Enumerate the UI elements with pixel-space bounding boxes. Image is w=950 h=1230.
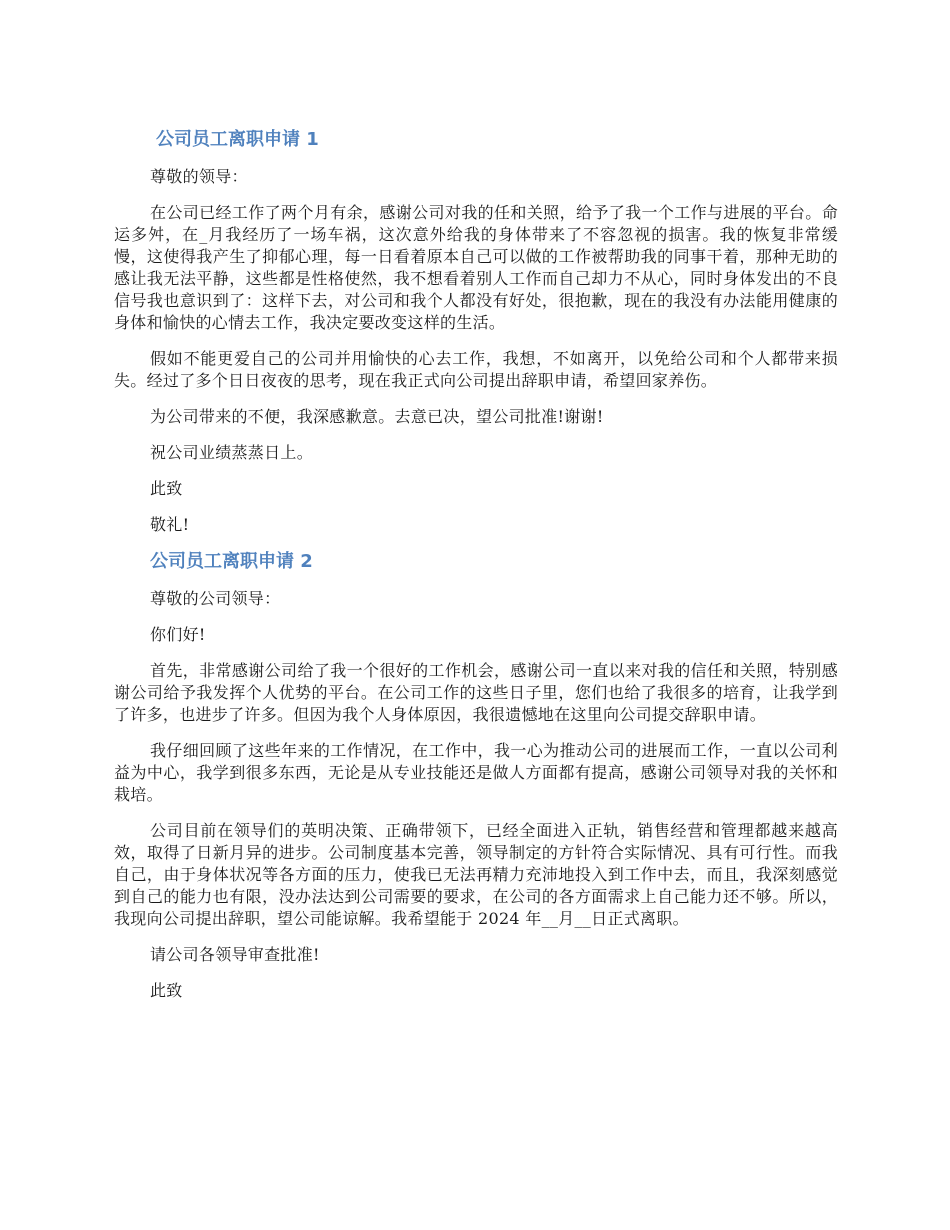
letter1-title: 公司员工离职申请 1 (156, 129, 319, 150)
letter1-closing: 此致 (150, 479, 183, 498)
document-page (114, 126, 838, 1016)
letter2-closing: 此致 (150, 981, 183, 1000)
letter2-title: 公司员工离职申请 2 (150, 551, 313, 572)
letter1-paragraph: 祝公司业绩蒸蒸日上。 (150, 443, 314, 462)
letter2-paragraph: 公司目前在领导们的英明决策、正确带领下，已经全面进入正轨，销售经营和管理都越来越高效，取得了日新月异的进步。公司制度基本完善，领导制定的方针符合实际情况、具有可行性。而我自己，由于身体状况等各方面的压力，使我已无法再精力充沛地投入到工作中去，而且，我深刻感觉到自己的能力也有限，没办法达到公司需要的要求，在公司的各方面需求上自己能力还不够。所以，我现向公司提出辞职，望公司能谅解。我希望能于 2024 年__月__日正式离职。 (114, 821, 838, 928)
letter1-paragraph: 假如不能更爱自己的公司并用愉快的心去工作，我想，不如离开，以免给公司和个人都带来损失。经过了多个日日夜夜的思考，现在我正式向公司提出辞职申请，希望回家养伤。 (114, 349, 838, 390)
letter2-salutation: 尊敬的公司领导： (150, 589, 281, 608)
letter1-paragraph: 在公司已经工作了两个月有余，感谢公司对我的任和关照，给予了我一个工作与进展的平台。命运多舛，在_月我经历了一场车祸，这次意外给我的身体带来了不容忽视的损害。我的恢复非常缓慢，这使得我产生了抑郁心理，每一日看着原本自己可以做的工作被帮助我的同事干着，那种无助的感让我无法平静，这些都是性格使然，我不想看着别人工作而自己却力不从心，同时身体发出的不良信号我也意识到了：这样下去，对公司和我个人都没有好处，很抱歉，现在的我没有办法能用健康的身体和愉快的心情去工作，我决定要改变这样的生活。 (114, 203, 838, 332)
letter1-signoff: 敬礼! (150, 515, 190, 534)
letter2-greeting: 你们好! (150, 625, 206, 644)
letter1-salutation: 尊敬的领导： (150, 167, 248, 186)
letter2-paragraph: 请公司各领导审查批准! (150, 945, 320, 964)
letter2-paragraph: 我仔细回顾了这些年来的工作情况，在工作中，我一心为推动公司的进展而工作，一直以公司利益为中心，我学到很多东西，无论是从专业技能还是做人方面都有提高，感谢公司领导对我的关怀和栽培。 (114, 741, 838, 804)
letter2-paragraph: 首先，非常感谢公司给了我一个很好的工作机会，感谢公司一直以来对我的信任和关照，特别感谢公司给予我发挥个人优势的平台。在公司工作的这些日子里，您们也给了我很多的培育，让我学到了许多，也进步了许多。但因为我个人身体原因，我很遗憾地在这里向公司提交辞职申请。 (114, 661, 838, 724)
letter1-paragraph: 为公司带来的不便，我深感歉意。去意已决，望公司批准!谢谢! (150, 407, 604, 426)
